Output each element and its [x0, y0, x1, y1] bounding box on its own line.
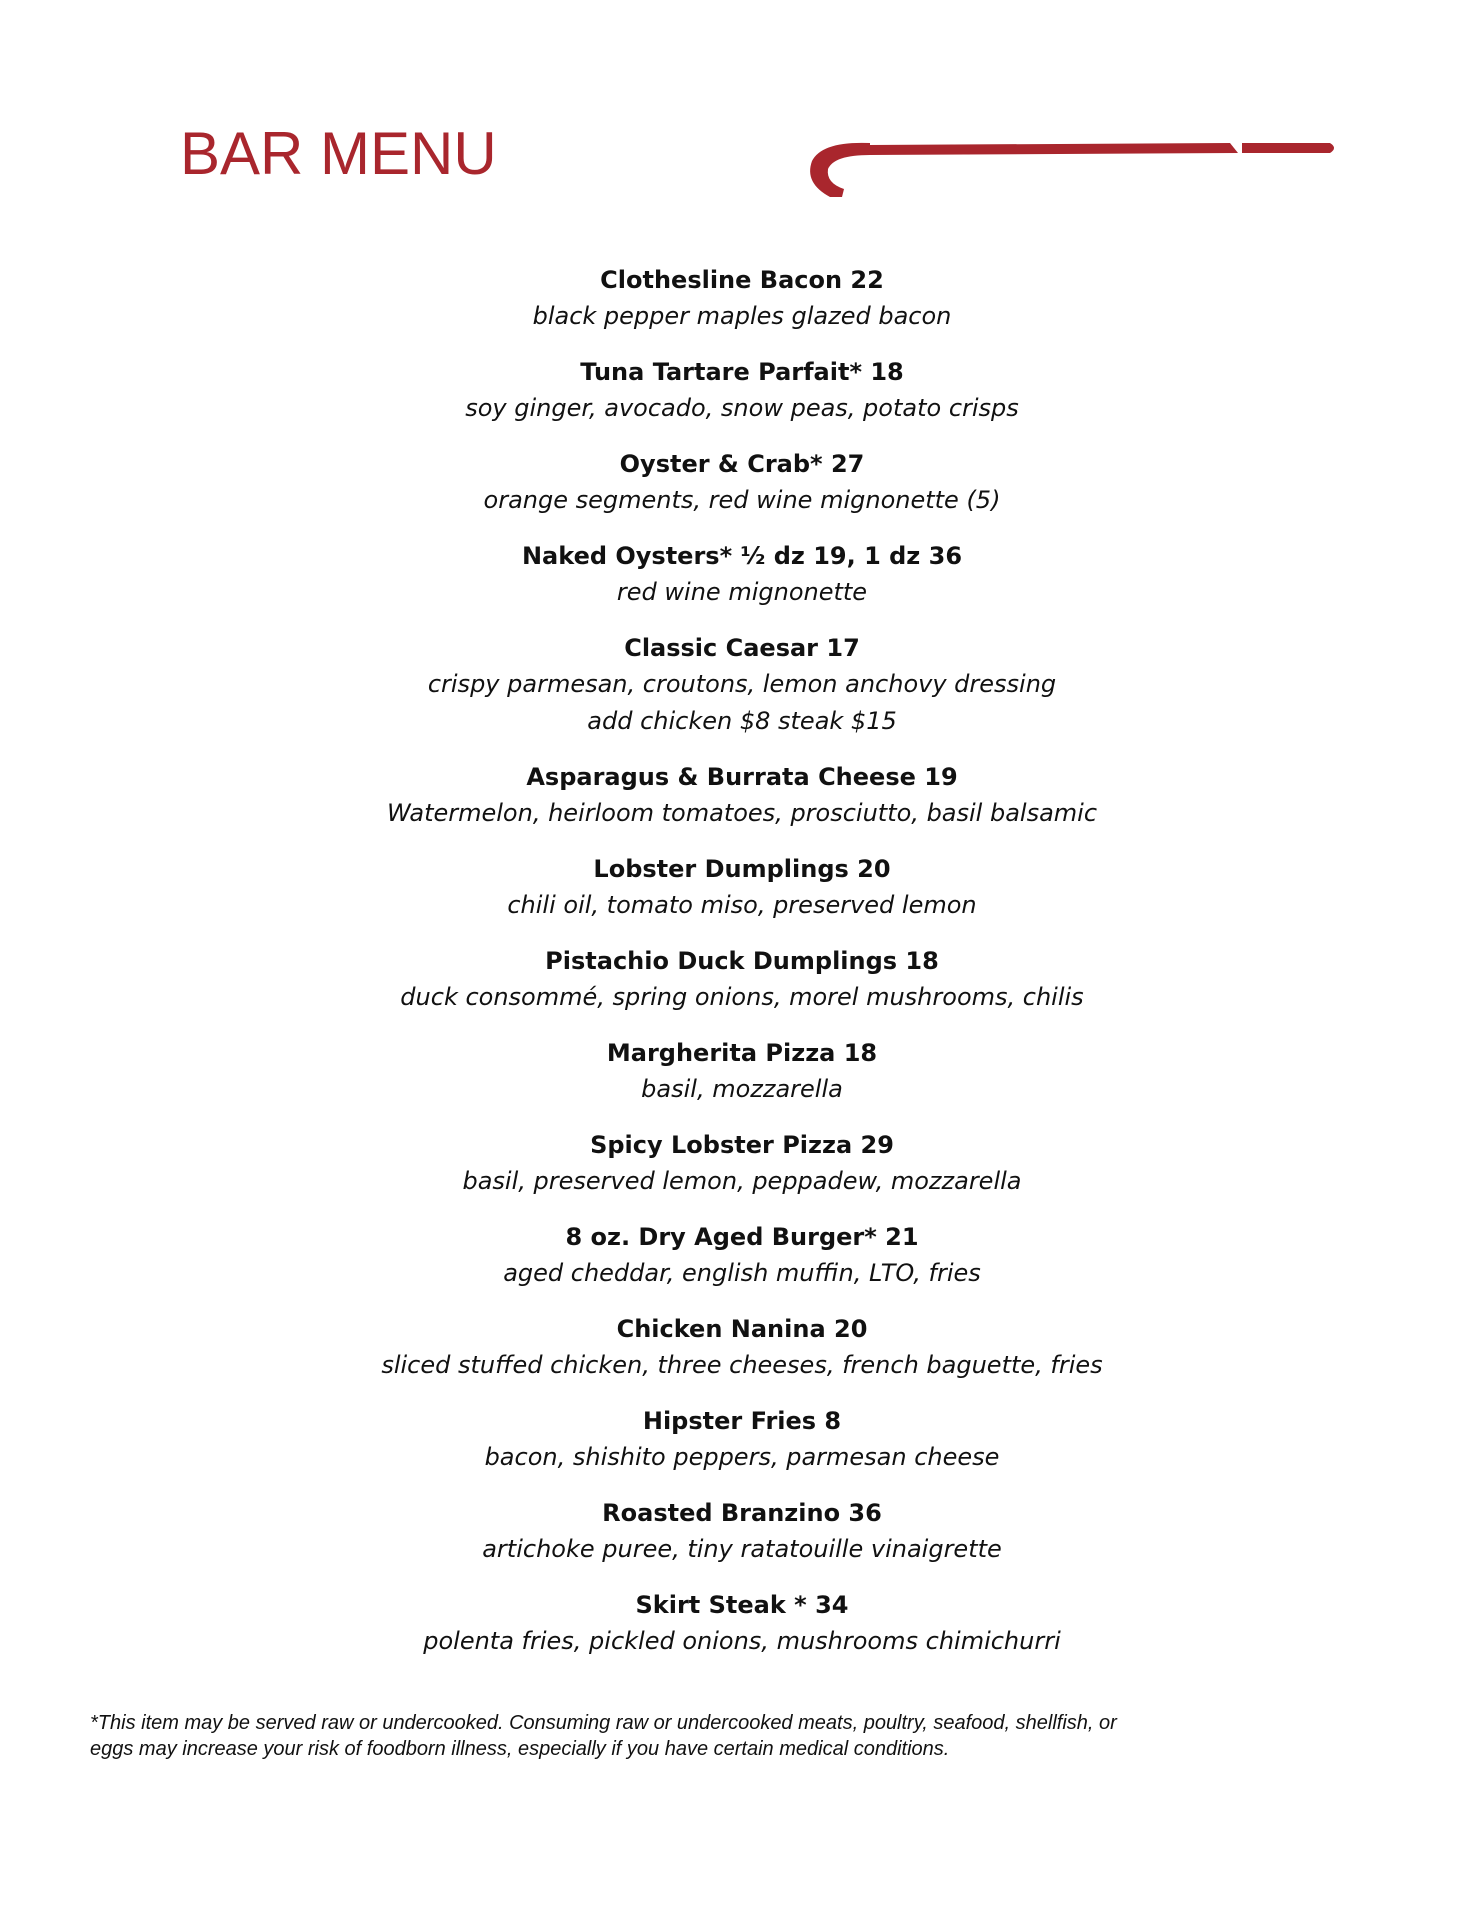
- menu-item: [0, 759, 1484, 832]
- menu-item-description: artichoke puree, tiny ratatouille vinaigrette: [482, 1535, 1002, 1563]
- menu-item: [0, 1587, 1484, 1660]
- menu-item-name: Pistachio Duck Dumplings 18: [545, 947, 939, 975]
- menu-item-description: bacon, shishito peppers, parmesan cheese: [484, 1443, 1000, 1471]
- menu-item-name: Classic Caesar 17: [624, 634, 860, 662]
- menu-item-description: black pepper maples glazed bacon: [532, 302, 952, 330]
- menu-item-name: Naked Oysters* ½ dz 19, 1 dz 36: [521, 542, 963, 570]
- decorative-swoosh-icon: [790, 125, 1350, 205]
- menu-item: [0, 630, 1484, 740]
- menu-item: [0, 1035, 1484, 1108]
- menu-list: [0, 262, 1484, 1679]
- menu-item: [0, 354, 1484, 427]
- menu-item: [0, 1311, 1484, 1384]
- menu-item-name: Chicken Nanina 20: [616, 1315, 868, 1343]
- menu-item: [0, 538, 1484, 611]
- menu-item-description: polenta fries, pickled onions, mushrooms chimichurri: [423, 1627, 1061, 1655]
- menu-item-name: Asparagus & Burrata Cheese 19: [526, 763, 958, 791]
- menu-item-name: 8 oz. Dry Aged Burger* 21: [565, 1223, 919, 1251]
- menu-item-description: sliced stuffed chicken, three cheeses, french baguette, fries: [381, 1351, 1103, 1379]
- menu-item: [0, 1127, 1484, 1200]
- menu-item-description: orange segments, red wine mignonette (5): [483, 486, 1001, 514]
- menu-item: [0, 446, 1484, 519]
- raw-food-disclaimer: *This item may be served raw or undercooked. Consuming raw or undercooked meats, poultry, seafood, shellfish, or eggs may increase your risk of foodborn illness, especially if you have certain medical conditions.: [90, 1712, 1117, 1760]
- menu-item-description: add chicken $8 steak $15: [587, 707, 897, 735]
- menu-item-description: chili oil, tomato miso, preserved lemon: [507, 891, 977, 919]
- menu-item-name: Lobster Dumplings 20: [593, 855, 891, 883]
- menu-item-name: Oyster & Crab* 27: [619, 450, 865, 478]
- menu-item-description: crispy parmesan, croutons, lemon anchovy dressing: [427, 670, 1057, 698]
- menu-item: [0, 1403, 1484, 1476]
- menu-item-name: Margherita Pizza 18: [606, 1039, 878, 1067]
- menu-item-name: Roasted Branzino 36: [602, 1499, 882, 1527]
- menu-item-description: basil, mozzarella: [641, 1075, 843, 1103]
- menu-item: [0, 851, 1484, 924]
- menu-item: [0, 1219, 1484, 1292]
- menu-item-name: Tuna Tartare Parfait* 18: [580, 358, 904, 386]
- menu-item-description: aged cheddar, english muffin, LTO, fries: [503, 1259, 981, 1287]
- page-title: BAR MENU: [180, 120, 497, 187]
- menu-item: [0, 262, 1484, 335]
- menu-item-description: red wine mignonette: [616, 578, 868, 606]
- menu-item-name: Hipster Fries 8: [642, 1407, 842, 1435]
- menu-item-description: soy ginger, avocado, snow peas, potato crisps: [465, 394, 1019, 422]
- menu-item-name: Clothesline Bacon 22: [600, 266, 884, 294]
- menu-item: [0, 943, 1484, 1016]
- menu-item-description: Watermelon, heirloom tomatoes, prosciutto, basil balsamic: [386, 799, 1098, 827]
- menu-item-name: Spicy Lobster Pizza 29: [590, 1131, 894, 1159]
- swoosh-shape: [810, 143, 1334, 197]
- menu-item-description: basil, preserved lemon, peppadew, mozzarella: [462, 1167, 1022, 1195]
- menu-item-description: duck consommé, spring onions, morel mushrooms, chilis: [400, 983, 1084, 1011]
- menu-item: [0, 1495, 1484, 1568]
- menu-item-name: Skirt Steak * 34: [635, 1591, 849, 1619]
